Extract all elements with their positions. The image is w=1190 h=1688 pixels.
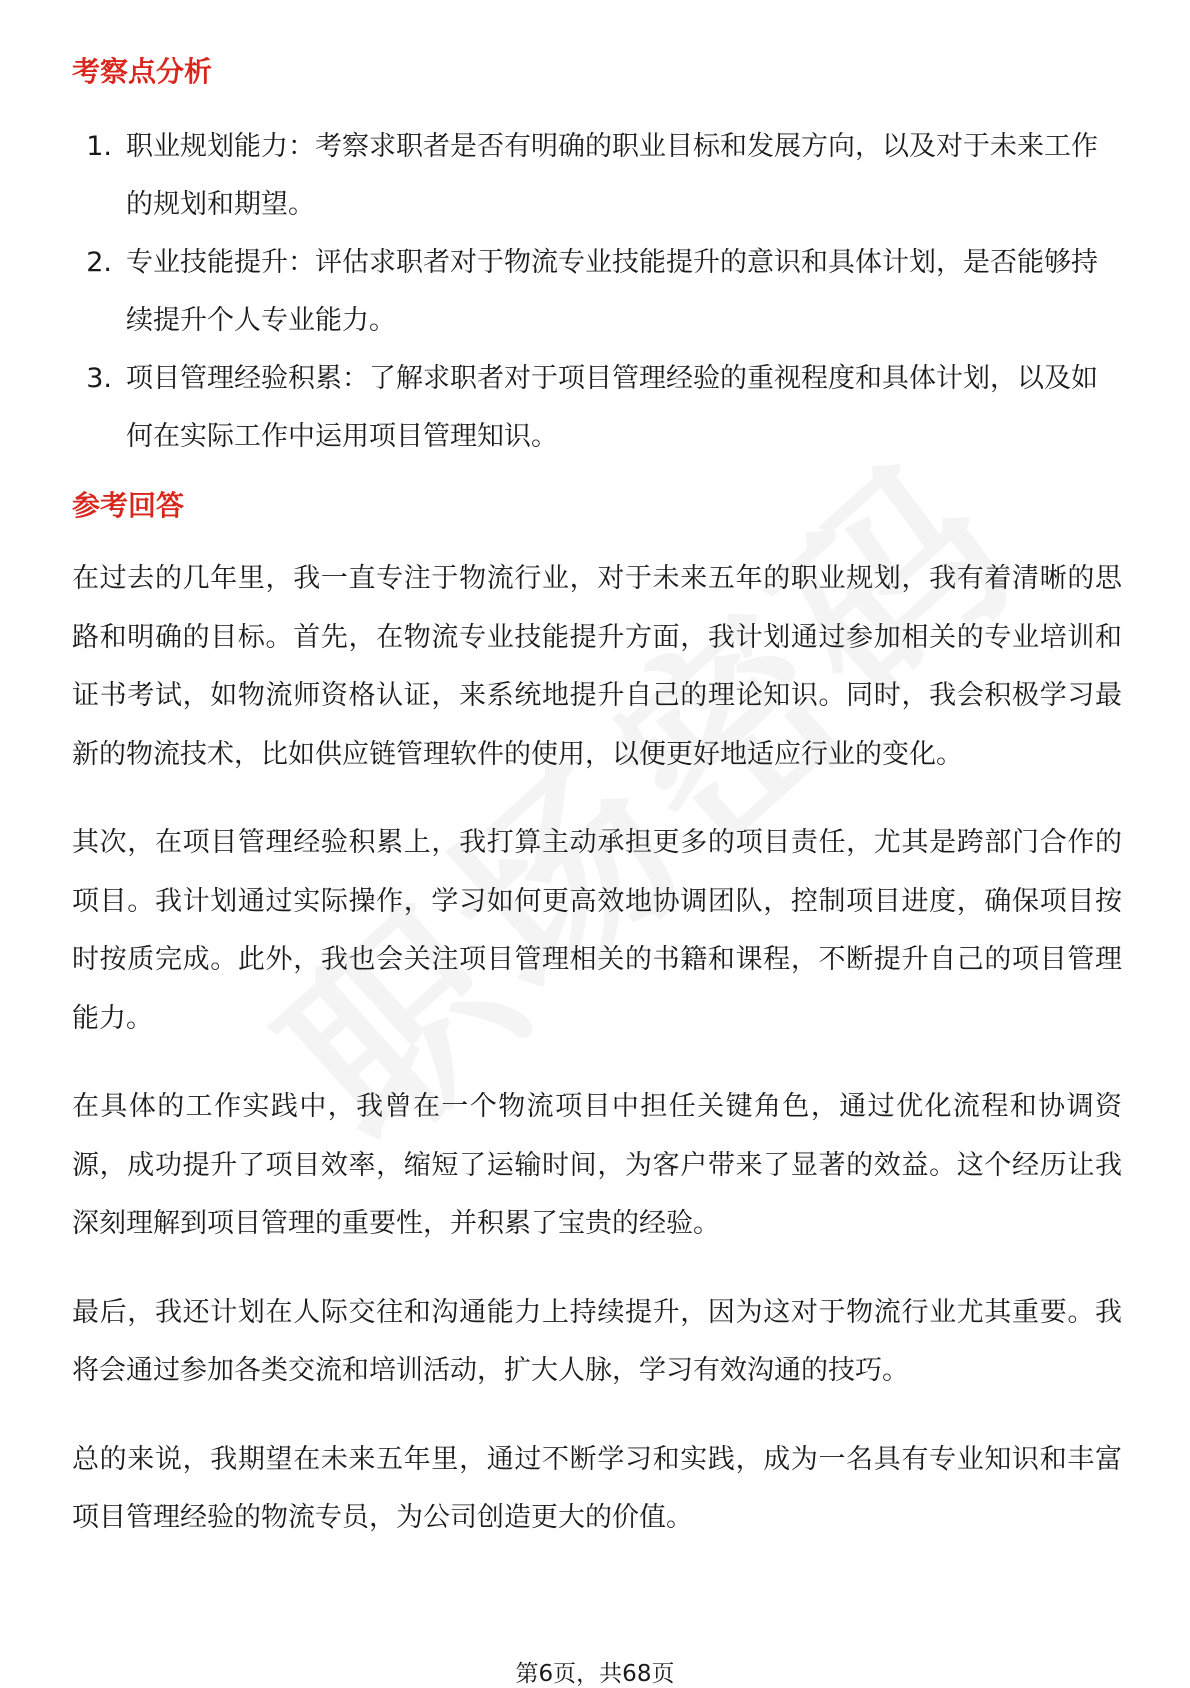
answer-paragraph: 在具体的工作实践中，我曾在一个物流项目中担任关键角色，通过优化流程和协调资源，成功提升了项目效率，缩短了运输时间，为客户带来了显著的效益。这个经历让我深刻理解到项目管理的重要性，并积累了宝贵的经验。 bbox=[72, 1091, 1122, 1239]
analysis-section-title: 考察点分析 bbox=[72, 55, 213, 88]
answer-section-title: 参考回答 bbox=[72, 489, 185, 522]
list-item bbox=[72, 350, 1122, 466]
list-item-text: 项目管理经验积累：了解求职者对于项目管理经验的重视程度和具体计划，以及如何在实际工作中运用项目管理知识。 bbox=[126, 363, 1098, 452]
answer-paragraph: 在过去的几年里，我一直专注于物流行业，对于未来五年的职业规划，我有着清晰的思路和明确的目标。首先，在物流专业技能提升方面，我计划通过参加相关的专业培训和证书考试，如物流师资格认证，来系统地提升自己的理论知识。同时，我会积极学习最新的物流技术，比如供应链管理软件的使用，以便更好地适应行业的变化。 bbox=[72, 563, 1122, 770]
list-item bbox=[72, 234, 1122, 350]
list-item bbox=[72, 118, 1122, 234]
page-number-footer: 第6页，共68页 bbox=[515, 1661, 675, 1687]
list-item-text: 职业规划能力：考察求职者是否有明确的职业目标和发展方向，以及对于未来工作的规划和期望。 bbox=[126, 131, 1098, 220]
answer-paragraph: 最后，我还计划在人际交往和沟通能力上持续提升，因为这对于物流行业尤其重要。我将会通过参加各类交流和培训活动，扩大人脉，学习有效沟通的技巧。 bbox=[72, 1296, 1122, 1386]
list-item-number: 1. bbox=[86, 131, 112, 162]
page-content bbox=[72, 42, 1122, 1578]
answer-paragraph: 其次，在项目管理经验积累上，我打算主动承担更多的项目责任，尤其是跨部门合作的项目。我计划通过实际操作，学习如何更高效地协调团队，控制项目进度，确保项目按时按质完成。此外，我也会关注项目管理相关的书籍和课程，不断提升自己的项目管理能力。 bbox=[72, 827, 1122, 1034]
analysis-list bbox=[72, 118, 1122, 466]
list-item-number: 2. bbox=[86, 247, 112, 278]
answer-paragraph: 总的来说，我期望在未来五年里，通过不断学习和实践，成为一名具有专业知识和丰富项目管理经验的物流专员，为公司创造更大的价值。 bbox=[72, 1443, 1122, 1533]
list-item-number: 3. bbox=[86, 363, 112, 394]
list-item-text: 专业技能提升：评估求职者对于物流专业技能提升的意识和具体计划，是否能够持续提升个人专业能力。 bbox=[126, 247, 1098, 336]
